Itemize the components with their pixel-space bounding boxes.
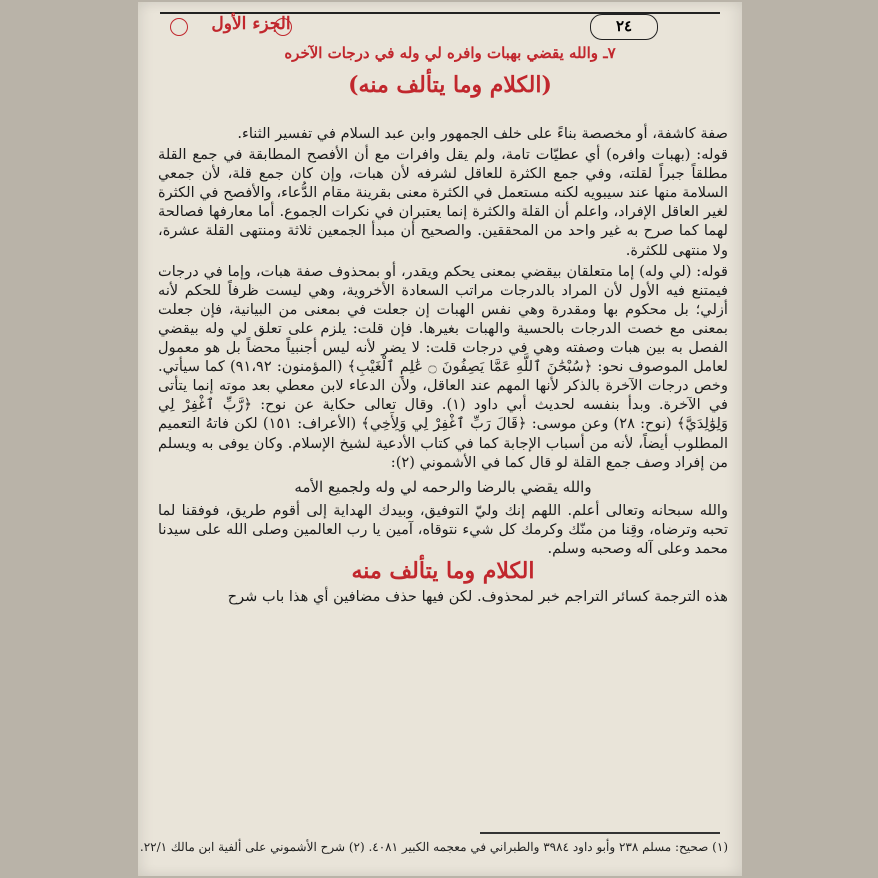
paragraph-2: قوله: (بهبات وافره) أي عطيّات تامة، ولم يقل وافرات مع أن الأفصح المطابقة في جمع القلة مطلقاً جبراً لقلته، وفي جمع الكثرة للعاقل لشرفه لأن هبات، وإن كان جمع قلة، لأن جمعي السلامة منها عند سيبويه لكنه مستعمل في الكثرة معنى بقرينة مقام الدُّعاء، والأفصح في الكثرة لغير العاقل الإفراد، واعلم أن القلة والكثرة إنما يعتبران في نكرات الجموع. أما معارفها فصالحة لهما كما صرح به غير واحد من المحققين. والصحيح أن مبدأ الجمعين ثلاثة ومنتهى القلة عشرة، ولا منتهى للكثرة. [158,146,728,259]
chapter-heading: (الكلام وما يتألف منه) [348,72,552,98]
paragraph-1: صفة كاشفة، أو مخصصة بناءً على خلف الجمهور وابن عبد السلام في تفسير الثناء. [237,125,728,142]
quoted-verse: والله يقضي بالرضا والرحمه لي وله ولجميع الأمه [294,477,592,496]
part-title: الجزء الأول [211,14,291,34]
page-number: ٢٤ [590,14,658,40]
section-heading: الكلام وما يتألف منه [351,558,535,585]
footnote-rule [480,832,720,834]
ornament-left-icon [170,18,188,36]
paragraph-3: قوله: (لي وله) إما متعلقان بيقضي بمعنى يحكم ويقدر، أو بمحذوف صفة هبات، وإما في درجات فيمتنع فيه الأول لأن المراد بالدرجات مراتب السعادة الأخروية، وهي ليست ظرفاً للحكم لأنه أزلي؛ بل محكوم بها ومقدرة وهي نفس الهبات إن جعلت في بمعنى من البيانية، فإن جعلت بمعنى مع خصت الدرجات بالحسية والهبات بغيرها. فإن قلت: يلزم على تعلق لي وله بيقضي الفصل به بين هبات وصفته وهي في درجات قلت: لا يضر لأنه ليس أجنبياً محضاً بل هو معمول لعامل الموصوف نحو: ﴿سُبْحَٰنَ ٱللَّهِ عَمَّا يَصِفُونَ ۝ عَٰلِمِ ٱلْغَيْبِ﴾ (المؤمنون: ٩١،٩٢) كما سيأتي. وخص درجات الآخرة بالذكر لأنها المهم عند العاقل، ولأن الدعاء لابن معطي بعد موته إنما يتأتى في الآخرة. وبدأ بنفسه لحديث أبي داود (١). وقال تعالى حكاية عن نوح: ﴿رَّبِّ ٱغْفِرْ لِي وَلِوَٰلِدَيَّ﴾ (نوح: ٢٨) وعن موسى: ﴿قَالَ رَبِّ ٱغْفِرْ لِي وَلِأَخِي﴾ (الأعراف: ١٥١) لكن فاتهُ التعميم المطلوب أيضاً، لأنه من أسباب الإجابة كما في كتاب الأدعية لشيخ الإسلام. وكان يوفى به ويسلم من إفراد وصف جمع القلة لو قال كما في الأشموني (٢): [158,262,728,471]
intro-paragraph: هذه الترجمة كسائر التراجم خبر لمحذوف. لكن فيها حذف مضافين أي هذا باب شرح [227,588,728,606]
closing-paragraph: والله سبحانه وتعالى أعلم. اللهم إنك وليّ التوفيق، وبيدك الهداية إلى أقوم طريق، فوفقنا لما تحبه وترضاه، وقِنا من منّك وكرمك كل شيء نتوقاه، آمين يا رب العالمين وصلى الله على سيدنا محمد وعلى آله وصحبه وسلم. [158,501,728,557]
footnote: (١) صحيح: مسلم ٢٣٨ وأبو داود ٣٩٨٤ والطبراني في معجمه الكبير ٤٠٨١. (٢) شرح الأشموني على ألفية ابن مالك ٢٢/١. [139,840,728,854]
poem-verse-line: ٧ـ والله يقضي بهبات وافره لي وله في درجات الآخره [284,44,616,62]
main-text [158,124,728,814]
